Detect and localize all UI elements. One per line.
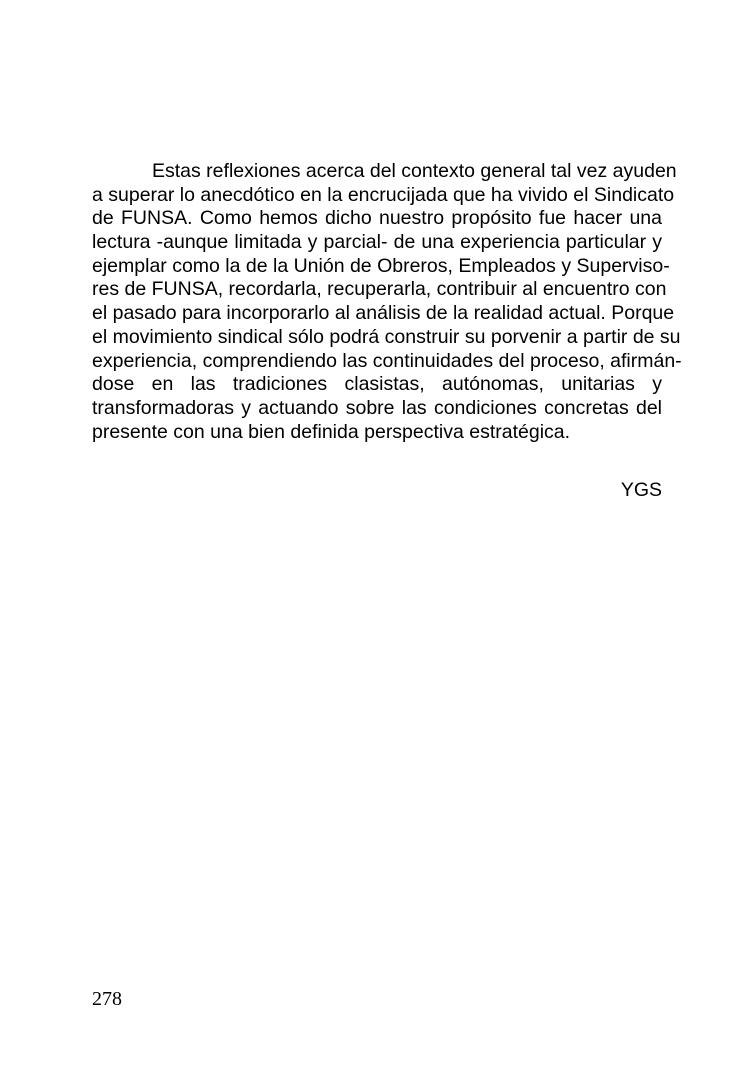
body-paragraph [92, 160, 682, 444]
paragraph-line: de FUNSA. Como hemos dicho nuestro propósito fue hacer una [92, 207, 662, 230]
paragraph-line: experiencia, comprendiendo las continuidades del proceso, afirmán- [92, 349, 682, 372]
paragraph-line: lectura -aunque limitada y parcial- de una experiencia particular y [92, 231, 662, 254]
paragraph-line: transformadoras y actuando sobre las condiciones concretas del [92, 396, 662, 419]
paragraph-line: ejemplar como la de la Unión de Obreros, Empleados y Superviso- [92, 254, 670, 277]
paragraph-line: Estas reflexiones acerca del contexto general tal vez ayuden [152, 160, 677, 182]
paragraph-line: res de FUNSA, recordarla, recuperarla, contribuir al encuentro con [92, 278, 667, 301]
page-number: 278 [92, 988, 122, 1010]
author-signature: YGS [620, 479, 662, 501]
paragraph-line: dose en las tradiciones clasistas, autónomas, unitarias y [92, 373, 662, 396]
paragraph-line: presente con una bien definida perspectiva estratégica. [92, 420, 571, 443]
paragraph-line: a superar lo anecdótico en la encrucijada que ha vivido el Sindicato [92, 183, 675, 206]
paragraph-line: el movimiento sindical sólo podrá construir su porvenir a partir de su [92, 325, 681, 348]
paragraph-line: el pasado para incorporarlo al análisis de la realidad actual. Porque [92, 302, 675, 325]
